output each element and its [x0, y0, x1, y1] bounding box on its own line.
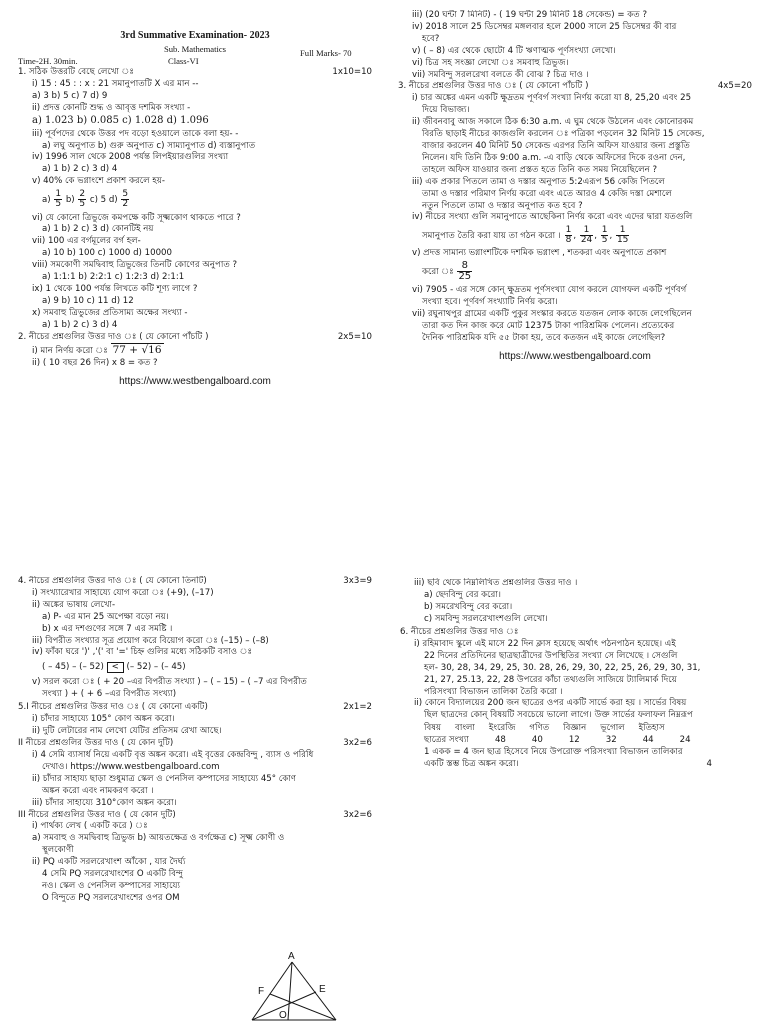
question-2-v: v) ( – 8) এর থেকে ছোটো 4 টি ঋণাত্মক পূর্ণসংখ্যা লেখো। [412, 45, 616, 56]
section4-marks: 3x3=9 [343, 576, 372, 586]
options-1-vii: a) 10 b) 100 c) 1000 d) 10000 [42, 248, 172, 259]
table-cell: 40 [531, 735, 543, 745]
section3-line: দিয়ে বিভাজ্য। [422, 105, 470, 116]
section6-line: পরিসংখ্যা বিভাজন তালিকা তৈরি করো । [424, 686, 563, 697]
question-1-v: v) 40% কে ভগ্নাংশে প্রকাশ করলে হয়- [32, 176, 166, 187]
section3-line: বিরতি ছাড়াই নীচের কাজগুলি করলেন ঃ পত্রিকা পড়লেন 32 মিনিট 15 সেকেন্ড, [422, 129, 705, 140]
vertex-label-a: A [288, 951, 295, 962]
comparison-row: ( – 45) – (– 52) < (– 52) – (– 45) [42, 661, 186, 672]
question-1-iii: iii) পূর্বপদের থেকে উত্তর পদ বড়ো হওয়ালে তাকে বলা হয়- - [32, 128, 239, 139]
options-1-ix: a) 9 b) 10 c) 11 d) 12 [42, 295, 134, 306]
section4-line: a) P- এর মান 25 অপেক্ষা বড়ো নয়। [42, 611, 169, 622]
section5-line: i) চাঁদার সাহায্যে 105° কোণ অঙ্কন করো। [32, 714, 175, 725]
question-1-vi: vi) যে কোনো ত্রিভুজে কমপক্ষে কটি সূক্ষ্মকোণ থাকতে পারে ? [32, 212, 241, 223]
question-5c-iii-b: b) সমরেখবিন্দু বের করো। [424, 601, 513, 612]
section5-marks: 2x1=2 [343, 702, 372, 713]
question-3-v-tail: করো ঃ $\frac{8}{25}$ [422, 260, 472, 283]
section3-line: তামা ও দস্তার পরিমাণ নির্ণয় করো এবং এতে আরও 4 কেজি দস্তা মেশালে [422, 188, 672, 199]
section6-line: ii) কোনে বিদ্যালয়ের 200 জন ছাত্রের ওপর একটি সার্ভে করা হয় । সার্ভের বিষয় [414, 698, 687, 709]
question-3-vii: vii) রঘুনাথপুর গ্রামের একটি পুকুর সংস্কার করতে যতজন লোক কাজে লেগেছিলেন [412, 308, 692, 319]
table-cell: 32 [605, 735, 617, 745]
question-3-v: v) প্রদত্ত সামান্য ভগ্নাংশটিকে দশমিক ভগ্নাংশ , শতকরা এবং অনুপাতে প্রকাশ [412, 247, 667, 258]
section6-line: 21, 27, 25.13, 22, 28 উপরের কাঁচা তথ্যগুলি সাজিয়ে ট্যালিমার্ক দিয়ে [424, 674, 677, 685]
question-2-iii: iii) (20 ঘন্টা 7 মিনিট) - ( 19 ঘন্টা 29 মিনিট 18 সেকেন্ড) = কত ? [412, 10, 648, 20]
exam-subject: Sub. Mathematics [163, 43, 227, 54]
table-header-cell: বিজ্ঞান [563, 722, 587, 733]
section5c-line: 4 সেমি PQ সরলরেখাংশের O একটি বিন্দু [42, 869, 183, 880]
fraction: $\frac{1}{8}$ [565, 224, 572, 245]
options-1-viii: a) 1:1:1 b) 2:2:1 c) 1:2:3 d) 2:1:1 [42, 272, 185, 283]
section3-line: নতুন পিতলে তামা ও দস্তার অনুপাত কত হবে ? [422, 200, 583, 211]
options-1-i: a) 3 b) 5 c) 7 d) 9 [32, 91, 108, 102]
question-3-vii-cont: তারা কত দিন কাজ করে মোট 12375 টাকা পারিশ্রমিক পেলেন। প্রত্যেকের [422, 320, 675, 331]
page-top-right [398, 10, 752, 538]
question-2-ii: ii) ( 10 বছর 26 দিন) x 8 = কত ? [32, 357, 158, 368]
section6-tail: একটি স্তম্ভ চিত্র অঙ্কন করো। 4 [424, 759, 712, 770]
table-header-cell: ইতিহাস [638, 722, 665, 733]
question-2-vi: vi) চিত্র সহ সংজ্ঞা লেখো ঃ সমবাহু ত্রিভুজ। [412, 57, 569, 68]
section3-line: ii) জীবনবাবু আজ সকালে ঠিক 6:30 a.m. এ ঘুম থেকে উঠলেন এবং কোনোরকম [412, 117, 694, 128]
section3-heading: 3. নীচের প্রশ্নগুলির উত্তর দাও ঃ ( যে কোনো পাঁচটি ) 4x5=20 [398, 81, 752, 92]
section5c-line: a) সমবাহু ও সমদ্বিবাহু ত্রিভুজ b) আয়তক্ষেত্র ও বর্গক্ষেত্র c) সূক্ষ্ম কোণী ও [32, 833, 285, 844]
section5b-line: দেখাও। https://www.westbengalboard.com [42, 761, 220, 772]
options-1-iii: a) লঘু অনুপাত b) গুরু অনুপাত c) সাম্যানুপাত d) ব্যস্তানুপাত [42, 140, 256, 151]
question-5c-iii-c: c) সমবিন্দু সরলরেখাংশগুলি লেখো। [424, 613, 548, 624]
section4-line: সংখ্যা ) + ( + 6 –এর বিপরীত সংখ্যা) [42, 689, 177, 700]
question-1-viii: viii) সমকোণী সমদ্বিবাহু ত্রিভুজের তিনটি কোণের অনুপাত ? [32, 260, 238, 271]
section5c-line: স্থূলকোণী [42, 845, 74, 856]
exam-class: Class-VI [168, 55, 199, 66]
section5c-line: i) পার্থক্য লেখ ( একটি করে ) ঃ [32, 821, 148, 832]
options-1-iv: a) 1 b) 2 c) 3 d) 4 [42, 164, 118, 175]
vertex-label-o: O [279, 1010, 287, 1021]
survey-table-header [400, 723, 752, 733]
table-header-cell: গণিত [529, 722, 550, 733]
section5c-heading: III নীচের প্রশ্নগুলির উত্তর দাও ( যে কোন দুটি) 3x2=6 [18, 809, 372, 820]
section4-heading: 4. নীচের প্রশ্নগুলির উত্তর দাও ঃ ( যে কোনো তিনটি) 3x3=9 [18, 576, 372, 586]
question-3-vii-cont: দৈনিক পারিশ্রমিক যদি ৫৫ টাকা হয়, তবে কতজন এই কাজে লেগেছিল? [422, 332, 666, 343]
comparison-box[interactable]: < [107, 662, 124, 673]
fraction: $\frac{1}{24}$ [580, 224, 593, 245]
options-1-v: a) $\frac{1}{5}$ b) $\frac{2}{5}$ c) 5 d) $\frac{5}{2}$ [42, 188, 129, 209]
question-1-vii: vii) 100 এর বর্গমূলের বর্গ হল- [32, 236, 141, 247]
question-5c-iii: iii) ছবি থেকে নিম্নলিখিত প্রশ্নগুলির উত্তর দাও । [414, 578, 578, 588]
section3-line: iii) এক প্রকার পিতলে তামা ও দস্তার অনুপাত 5:2এরূপ 56 কেজি পিতলে [412, 176, 665, 187]
vertex-label-e: E [319, 984, 326, 995]
question-1-x: x) সমবাহু ত্রিভুজের প্রতিসাম্য অক্ষের সংখ্যা - [32, 307, 188, 318]
section6-line: ছিল ছাত্রদের কোন্ বিষয়টি সবচেয়ে ভালো লাগে। উক্ত সার্ভের ফলাফল নিম্নরূপ [424, 710, 693, 721]
question-1-ii: ii) প্রদত্ত কোনটি শুদ্ধ ও আবৃত্ত দশমিক সংখ্যা - [32, 103, 191, 114]
section3-line: বাজার করলেন 40 মিনিট 50 সেকেন্ড এরপর তিনি অফিস যাওয়ার জন্য প্রস্তুতি [422, 140, 690, 151]
section6-line: i) রহিমাবাদ স্কুলে এই মাসে 22 দিন ক্লাস হয়েছে অর্থাৎ পঠনপাঠন হয়েছে। এই [414, 638, 676, 649]
question-2-i: i) মান নির্ণয় করো ঃ 77 + √16 [32, 343, 162, 356]
question-1-ix: ix) 1 থেকে 100 পর্যন্ত লিখতে কটি শূণ্য লাগে ? [32, 284, 198, 294]
section5b-heading: II নীচের প্রশ্নগুলির উত্তর দাও ( যে কোন দুটি) 3x2=6 [18, 738, 372, 749]
sqrt-expression: 77 + √16 [112, 343, 162, 356]
fraction: $\frac{8}{25}$ [458, 260, 472, 283]
section4-line: iii) বিপরীত সংখ্যার সূত্র প্রয়োগ করে বিয়োগ করো ঃ (–15) – (–8) [32, 635, 269, 646]
section4-line: ii) অঙ্কের ভাষায় লেখো- [32, 599, 116, 610]
section5b-line: iii) চাঁদার সাহায্যে 310°কোণ অঙ্কন করো। [32, 797, 177, 808]
section6-line: 22 দিনের প্রতিদিনের ছাত্রছাত্রীদের উপস্থিতির সংখ্যা সে লিখেছে । সেগুলি [424, 650, 678, 661]
exam-time: Time-2H. 30min. [18, 55, 78, 66]
fraction: $\frac{2}{5}$ [79, 188, 86, 209]
table-row-label: ছাত্রের সংখ্যা [424, 735, 469, 745]
section3-line: তাহলে অফিস যাওয়ার জন্য প্রস্তত হতে তিনি কত সময় নিয়েছিলেন ? [422, 164, 658, 175]
options-1-ii: a) 1.023 b) 0.085 c) 1.028 d) 1.096 [32, 115, 209, 127]
section4-line: iv) ফাঁকা ঘরে ')' ,'(' বা '=' চিহ্ন গুলির মধ্যে সঠিকটি বসাও ঃ [32, 647, 253, 658]
section5-line: ii) দুটি লেটারের নাম লেখো যেটির প্রতিসম রেখা আছে। [32, 726, 222, 737]
question-1-iv: iv) 1996 সাল থেকে 2008 পর্যন্ত লিপইয়ারগুলির সংখ্যা [32, 152, 229, 163]
triangle-figure [244, 950, 354, 1024]
table-cell: 24 [679, 735, 691, 745]
section5b-marks: 3x2=6 [343, 738, 372, 749]
options-1-x: a) 1 b) 2 c) 3 d) 4 [42, 319, 118, 330]
page-bottom-right [400, 578, 752, 1024]
table-header-cell: ভূগোল [600, 722, 625, 733]
exam-title: 3rd Summative Examination- 2023 [120, 30, 270, 41]
question-2-iv: iv) 2018 সালে 25 ডিসেম্বর মঙ্গলবার হলে 2000 সালে 25 ডিসেম্বর কী বার [412, 21, 677, 32]
section5c-line: ii) PQ একটি সরলরেখাংশ আঁকো , যার দৈর্ঘ্য [32, 857, 186, 868]
section5c-marks: 3x2=6 [343, 809, 372, 820]
table-header-cell: ইংরেজি [488, 722, 516, 733]
section5b-line: অঙ্কন করো এবং নামকরণ করো । [42, 785, 154, 796]
section3-marks: 4x5=20 [717, 81, 752, 92]
options-1-vi: a) 1 b) 2 c) 3 d) কোনটিই নয় [42, 224, 154, 235]
section5c-line: নও। স্কেল ও পেনসিল কম্পাসের সাহায্যে [42, 881, 180, 892]
median-line [288, 962, 292, 1020]
table-header-cell: বিষয় [424, 722, 442, 733]
exam-full-marks: Full Marks- 70 [300, 47, 352, 58]
fraction: $\frac{5}{2}$ [122, 188, 129, 209]
section1-marks: 1x10=10 [332, 67, 372, 78]
question-2-vii: vii) সমবিন্দু সরলরেখা বলতে কী বোঝ ? চিত্র দাও । [412, 69, 589, 80]
page-number: 4 [706, 759, 712, 770]
question-3-vi-cont: সংখ্যা হবে। পূর্ণবর্গ সংখ্যাটি নির্ণয় করো। [422, 296, 558, 307]
section3-line: i) চার অঙ্কের এমন একটি ক্ষুদ্রতম পূর্ণবর্গ সংখ্যা নির্ণয় করো যা 8, 25,20 এবং 25 [412, 93, 692, 104]
site-url[interactable]: https://www.westbengalboard.com [499, 350, 651, 362]
vertex-label-f: F [258, 986, 265, 997]
question-5c-iii-a: a) ছেদবিন্দু বের করো। [424, 589, 501, 600]
survey-table-row [400, 735, 752, 745]
table-cell: 12 [568, 735, 580, 745]
table-cell: 48 [494, 735, 506, 745]
section5b-line: i) 4 সেমি ব্যাসার্ধ নিয়ে একটি বৃত্ত অঙ্কন করো। এই বৃত্তের কেন্দ্রবিন্দু , ব্যাস ও পরিধি [32, 750, 314, 761]
section6-line: হল- 30, 28, 34, 29, 25, 30. 28, 26, 29, 30, 22, 25, 26, 29, 30, 31, [424, 662, 701, 673]
section6-tail: 1 একক = 4 জন ছাত্র হিসেবে নিয়ে উপরোক্ত পরিসংখ্যা বিভাজন তালিকার [424, 747, 683, 758]
question-2-iv-cont: হবে? [422, 33, 440, 44]
fraction: $\frac{1}{5}$ [601, 224, 608, 245]
section3-line: iv) নীচের সংখ্যা গুলি সমানুপাতে আছেকিনা নির্ণয় করো এবং এদের দ্বারা যতগুলি [412, 212, 693, 223]
section1-heading: 1. সঠিক উত্তরটি বেছে লেখো ঃ 1x10=10 [18, 67, 372, 78]
section5c-line: O বিন্দুতে PQ সরলরেখাংশের ওপর OM [42, 892, 180, 903]
section3-line: নিলেন। যদি তিনি ঠিক 9:00 a.m. -এ বাড়ি থেকে অফিসের দিকে রওনা দেন, [422, 152, 686, 163]
question-3-iv-tail: সমানুপাত তৈরি করা যায় তা গঠন করো । $\frac{1}{8}$ , $\frac{1}{24}$ , $\frac{1}{5}$ , $\frac{1}{15}$ [422, 224, 629, 245]
section4-line: i) সংখ্যারেখার সাহায্যে যোগ করো ঃ (+9), (–17) [32, 587, 214, 598]
section6-heading: 6. নীচের প্রশ্নগুলির উত্তর দাও ঃ [400, 627, 519, 638]
question-3-vi: vi) 7905 - এর সঙ্গে কোন্ ক্ষুদ্রতম পূর্ণসংখ্যা যোগ করলে যোগফল একটি পূর্ণবর্গ [412, 285, 687, 296]
fraction: $\frac{1}{15}$ [616, 224, 629, 245]
table-header-cell: বাংলা [455, 722, 475, 733]
site-url[interactable]: https://www.westbengalboard.com [119, 376, 271, 388]
section5b-line: ii) চাঁদার সাহায্য ছাড়া শুধুমাত্র স্কেল ও পেনসিল কম্পাসের সাহায্যে 45° কোণ [32, 773, 296, 784]
section4-line: b) x এর দশগুণের সঙ্গে 7 এর সমষ্টি । [42, 623, 173, 634]
fraction: $\frac{1}{5}$ [55, 188, 62, 209]
section2-heading: 2. নীচের প্রশ্নগুলির উত্তর দাও ঃ ( যে কোনো পাঁচটি ) 2x5=10 [18, 331, 372, 342]
section5-heading: 5.I নীচের প্রশ্নগুলির উত্তর দাও ঃ ( যে কোনো একটি) 2x1=2 [18, 702, 372, 713]
section2-marks: 2x5=10 [337, 331, 372, 342]
table-cell: 44 [642, 735, 654, 745]
section4-line: v) সরল করো ঃ ( + 20 –এর বিপরীত সংখ্যা ) – ( – 15) – ( –7 এর বিপরীত [32, 677, 307, 688]
question-1-i: i) 15 : 45 : : x : 21 সমানুপাতটি X এর মান -- [32, 79, 199, 90]
page-top-left [18, 30, 372, 538]
